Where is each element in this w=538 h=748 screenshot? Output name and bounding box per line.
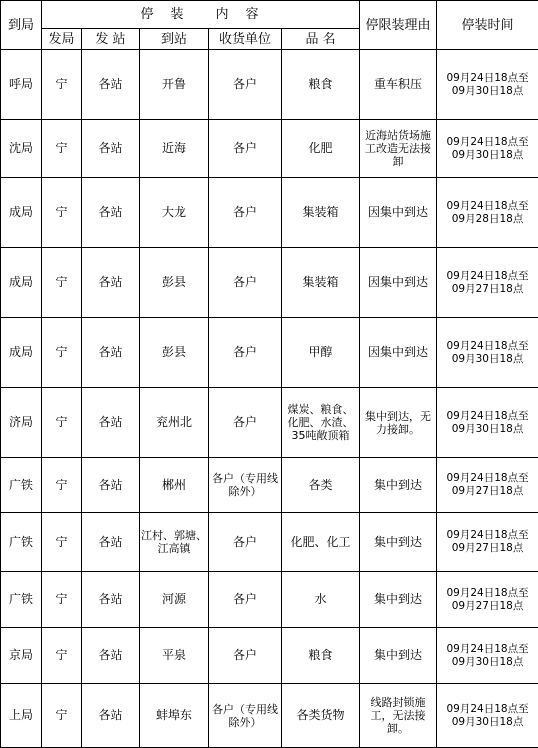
cell-goods: 集装箱 — [282, 178, 360, 248]
table-row — [1, 248, 538, 318]
time-start: 09月24日18点至 — [438, 200, 537, 213]
cell-dest-station: 平泉 — [140, 628, 209, 684]
cell-reason: 线路封锁施工，无法接卸。 — [360, 684, 437, 748]
cell-time — [437, 388, 538, 458]
cell-goods: 各类 — [282, 458, 360, 513]
cell-consignee: 各户（专用线除外） — [209, 458, 282, 513]
time-start: 09月24日18点至 — [438, 410, 537, 423]
cell-goods: 化肥 — [282, 120, 360, 178]
cell-goods: 各类货物 — [282, 684, 360, 748]
time-end: 09月27日18点 — [438, 283, 537, 296]
cell-time — [437, 458, 538, 513]
cell-consignee: 各户 — [209, 178, 282, 248]
cell-time — [437, 50, 538, 120]
cell-dest-bureau: 成局 — [1, 248, 42, 318]
header-origin-station: 发 站 — [82, 29, 140, 50]
cell-reason: 因集中到达 — [360, 318, 437, 388]
cell-reason: 集中到达，无力接卸。 — [360, 388, 437, 458]
cell-dest-bureau: 广铁 — [1, 513, 42, 572]
table-row — [1, 50, 538, 120]
cell-time — [437, 120, 538, 178]
cell-goods: 甲醇 — [282, 318, 360, 388]
table-row — [1, 513, 538, 572]
table-row — [1, 458, 538, 513]
cell-dest-station: 近海 — [140, 120, 209, 178]
cell-origin-bureau: 宁 — [42, 178, 82, 248]
cell-origin-bureau: 宁 — [42, 458, 82, 513]
cell-dest-station: 江村、郭塘、江高镇 — [140, 513, 209, 572]
cell-origin-station: 各站 — [82, 628, 140, 684]
cell-goods: 集装箱 — [282, 248, 360, 318]
time-start: 09月24日18点至 — [438, 472, 537, 485]
time-end: 09月30日18点 — [438, 656, 537, 669]
table-row — [1, 178, 538, 248]
cell-reason: 重车积压 — [360, 50, 437, 120]
cell-origin-station: 各站 — [82, 178, 140, 248]
cell-reason: 集中到达 — [360, 513, 437, 572]
cell-origin-bureau: 宁 — [42, 513, 82, 572]
cell-time — [437, 318, 538, 388]
cell-dest-bureau: 广铁 — [1, 458, 42, 513]
cell-consignee: 各户 — [209, 628, 282, 684]
table-row — [1, 572, 538, 628]
cell-dest-station: 开鲁 — [140, 50, 209, 120]
time-end: 09月30日18点 — [438, 353, 537, 366]
time-start: 09月24日18点至 — [438, 72, 537, 85]
cell-dest-station: 彭县 — [140, 248, 209, 318]
cell-dest-station: 彭县 — [140, 318, 209, 388]
cell-consignee: 各户 — [209, 120, 282, 178]
cell-origin-station: 各站 — [82, 458, 140, 513]
cell-dest-station: 蚌埠东 — [140, 684, 209, 748]
cell-origin-bureau: 宁 — [42, 318, 82, 388]
cell-consignee: 各户 — [209, 388, 282, 458]
header-row-top — [1, 1, 538, 29]
cell-origin-station: 各站 — [82, 50, 140, 120]
time-end: 09月30日18点 — [438, 716, 537, 729]
header-dest-bureau: 到局 — [1, 1, 42, 50]
cell-dest-bureau: 广铁 — [1, 572, 42, 628]
header-time: 停装时间 — [437, 1, 538, 50]
cell-dest-station: 兖州北 — [140, 388, 209, 458]
cell-dest-bureau: 沈局 — [1, 120, 42, 178]
cell-dest-bureau: 成局 — [1, 178, 42, 248]
cell-reason: 集中到达 — [360, 572, 437, 628]
cell-dest-bureau: 呼局 — [1, 50, 42, 120]
cell-time — [437, 684, 538, 748]
table-row — [1, 120, 538, 178]
time-start: 09月24日18点至 — [438, 643, 537, 656]
cell-dest-bureau: 京局 — [1, 628, 42, 684]
header-origin-bureau: 发局 — [42, 29, 82, 50]
cell-origin-bureau: 宁 — [42, 684, 82, 748]
table-row — [1, 318, 538, 388]
cell-origin-bureau: 宁 — [42, 388, 82, 458]
cell-time — [437, 513, 538, 572]
cell-origin-bureau: 宁 — [42, 572, 82, 628]
cell-consignee: 各户 — [209, 248, 282, 318]
cell-dest-bureau: 上局 — [1, 684, 42, 748]
cell-origin-bureau: 宁 — [42, 628, 82, 684]
time-end: 09月30日18点 — [438, 149, 537, 162]
time-start: 09月24日18点至 — [438, 270, 537, 283]
header-reason: 停限装理由 — [360, 1, 437, 50]
cell-consignee: 各户 — [209, 513, 282, 572]
cell-consignee: 各户（专用线除外） — [209, 684, 282, 748]
time-start: 09月24日18点至 — [438, 529, 537, 542]
cell-goods: 化肥、化工 — [282, 513, 360, 572]
time-end: 09月27日18点 — [438, 600, 537, 613]
time-start: 09月24日18点至 — [438, 703, 537, 716]
cell-consignee: 各户 — [209, 318, 282, 388]
time-end: 09月28日18点 — [438, 213, 537, 226]
cell-reason: 因集中到达 — [360, 248, 437, 318]
cell-dest-bureau: 济局 — [1, 388, 42, 458]
cell-time — [437, 628, 538, 684]
header-stop-loading-content: 停 装 内 容 — [42, 1, 360, 29]
time-end: 09月27日18点 — [438, 485, 537, 498]
time-start: 09月24日18点至 — [438, 136, 537, 149]
cell-origin-station: 各站 — [82, 120, 140, 178]
cell-goods: 粮食 — [282, 628, 360, 684]
cell-reason: 因集中到达 — [360, 178, 437, 248]
cell-origin-station: 各站 — [82, 388, 140, 458]
table-row — [1, 628, 538, 684]
time-end: 09月27日18点 — [438, 542, 537, 555]
table-row — [1, 388, 538, 458]
cell-reason: 近海站货场施工改造无法接卸 — [360, 120, 437, 178]
cell-time — [437, 178, 538, 248]
header-dest-station: 到站 — [140, 29, 209, 50]
cell-consignee: 各户 — [209, 572, 282, 628]
header-goods: 品 名 — [282, 29, 360, 50]
time-start: 09月24日18点至 — [438, 587, 537, 600]
cell-dest-station: 河源 — [140, 572, 209, 628]
cell-origin-station: 各站 — [82, 248, 140, 318]
cell-origin-station: 各站 — [82, 684, 140, 748]
cell-origin-station: 各站 — [82, 572, 140, 628]
cell-dest-bureau: 成局 — [1, 318, 42, 388]
header-consignee: 收货单位 — [209, 29, 282, 50]
time-end: 09月30日18点 — [438, 85, 537, 98]
cell-time — [437, 572, 538, 628]
cell-time — [437, 248, 538, 318]
cell-reason: 集中到达 — [360, 628, 437, 684]
cell-origin-bureau: 宁 — [42, 50, 82, 120]
cell-consignee: 各户 — [209, 50, 282, 120]
time-start: 09月24日18点至 — [438, 340, 537, 353]
cell-origin-station: 各站 — [82, 513, 140, 572]
table-row — [1, 684, 538, 748]
cell-goods: 煤炭、粮食、化肥、水渣、35吨敞顶箱 — [282, 388, 360, 458]
cell-origin-bureau: 宁 — [42, 248, 82, 318]
time-end: 09月30日18点 — [438, 423, 537, 436]
cell-dest-station: 郴州 — [140, 458, 209, 513]
cell-origin-station: 各站 — [82, 318, 140, 388]
cell-goods: 粮食 — [282, 50, 360, 120]
cell-dest-station: 大龙 — [140, 178, 209, 248]
cell-goods: 水 — [282, 572, 360, 628]
cell-origin-bureau: 宁 — [42, 120, 82, 178]
cell-reason: 集中到达 — [360, 458, 437, 513]
